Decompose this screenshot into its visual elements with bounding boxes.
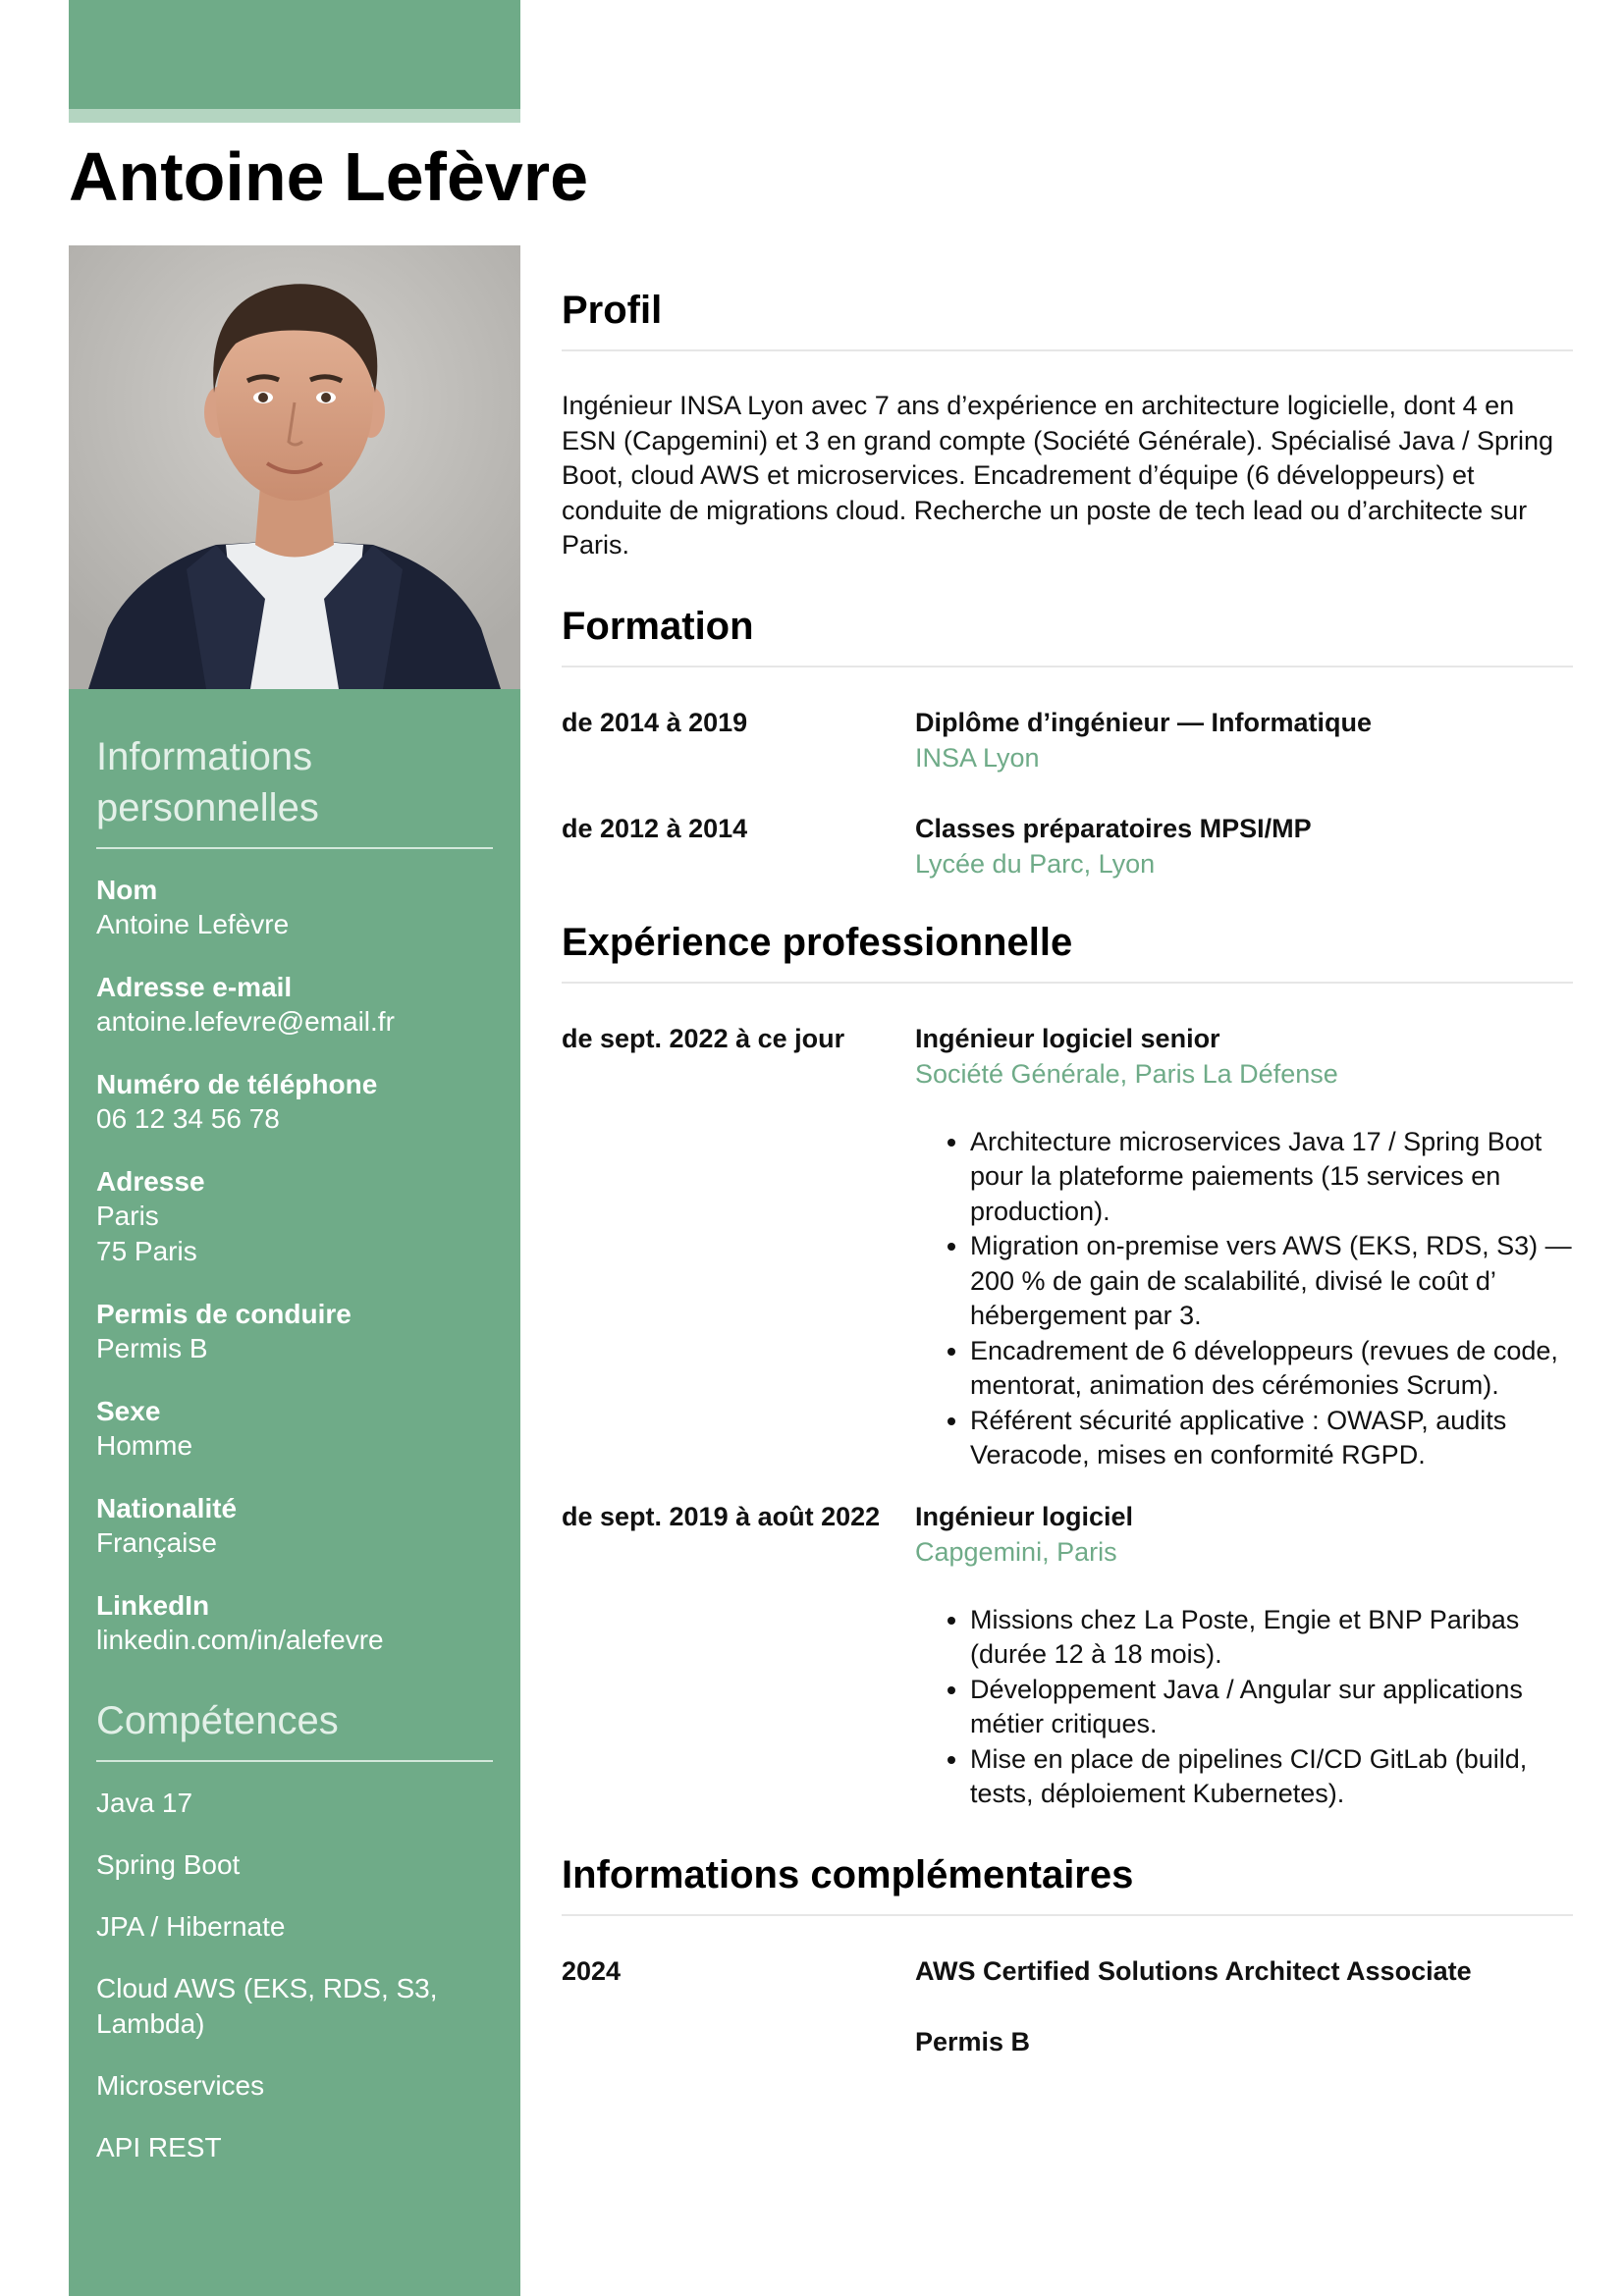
entry-institution: INSA Lyon bbox=[915, 742, 1040, 773]
info-linkedin bbox=[96, 1588, 493, 1658]
info-nationality bbox=[96, 1491, 493, 1561]
info-label: Nom bbox=[96, 875, 158, 905]
section-divider bbox=[562, 982, 1573, 984]
entry-company: Capgemini, Paris bbox=[915, 1536, 1117, 1567]
skills-heading: Compétences bbox=[96, 1699, 339, 1742]
bullet-item: • Développement Java / Angular sur applications métier critiques. bbox=[970, 1673, 1573, 1742]
sidebar bbox=[69, 245, 520, 2296]
info-label: Numéro de téléphone bbox=[96, 1069, 378, 1099]
skill-item: API REST bbox=[96, 2132, 222, 2163]
bullet-item: • Référent sécurité applicative : OWASP, audits Veracode, mises en conformité RGPD. bbox=[970, 1404, 1573, 1473]
experience-section bbox=[562, 917, 1573, 1812]
entry-title: Classes préparatoires MPSI/MP bbox=[915, 813, 1312, 843]
entry-date: de sept. 2019 à août 2022 bbox=[562, 1501, 881, 1531]
address-postal: 75 Paris bbox=[96, 1236, 197, 1266]
info-phone bbox=[96, 1067, 493, 1137]
info-label: Adresse e-mail bbox=[96, 972, 293, 1002]
entry-title: Ingénieur logiciel senior bbox=[915, 1023, 1220, 1053]
entry-company: Société Générale, Paris La Défense bbox=[915, 1058, 1338, 1089]
info-address bbox=[96, 1164, 493, 1269]
entry-date: de 2012 à 2014 bbox=[562, 813, 748, 843]
education-heading: Formation bbox=[562, 604, 754, 648]
section-divider bbox=[562, 666, 1573, 667]
additional-entry bbox=[562, 2024, 1573, 2059]
additional-heading: Informations complémentaires bbox=[562, 1852, 1134, 1896]
info-label: Sexe bbox=[96, 1396, 161, 1426]
main-content bbox=[562, 285, 1573, 2095]
entry-bullets bbox=[915, 1125, 1573, 1473]
section-divider bbox=[96, 847, 493, 849]
entry-date: 2024 bbox=[562, 1955, 622, 1986]
skill-item: Java 17 bbox=[96, 1788, 193, 1818]
skill-item: Cloud AWS (EKS, RDS, S3, Lambda) bbox=[96, 1973, 438, 2039]
info-label: LinkedIn bbox=[96, 1590, 210, 1621]
info-value: Française bbox=[96, 1527, 217, 1558]
info-value: Homme bbox=[96, 1430, 193, 1461]
bullet-item: • Missions chez La Poste, Engie et BNP Paribas (durée 12 à 18 mois). bbox=[970, 1603, 1573, 1673]
education-entry bbox=[562, 811, 1573, 881]
entry-institution: Lycée du Parc, Lyon bbox=[915, 848, 1156, 879]
info-gender bbox=[96, 1394, 493, 1464]
portrait-photo bbox=[69, 245, 520, 689]
linkedin-value: linkedin.com/in/alefevre bbox=[96, 1625, 384, 1655]
bullet-item: • Encadrement de 6 développeurs (revues de code, mentorat, animation des cérémonies Scrum). bbox=[970, 1334, 1573, 1404]
info-label: Adresse bbox=[96, 1166, 205, 1197]
entry-title: AWS Certified Solutions Architect Associate bbox=[915, 1955, 1472, 1986]
profile-heading: Profil bbox=[562, 289, 663, 332]
section-divider bbox=[96, 1760, 493, 1762]
skill-item: Microservices bbox=[96, 2070, 265, 2101]
additional-section bbox=[562, 1849, 1573, 2059]
skill-item: JPA / Hibernate bbox=[96, 1911, 286, 1942]
education-section bbox=[562, 601, 1573, 881]
bullet-item: • Migration on-premise vers AWS (EKS, RDS, S3) — 200 % de gain de scalabilité, divisé le coût d’ hébergement par 3. bbox=[970, 1229, 1573, 1334]
info-label: Permis de conduire bbox=[96, 1299, 352, 1329]
skill-item: Spring Boot bbox=[96, 1849, 241, 1880]
info-license bbox=[96, 1297, 493, 1366]
entry-title: Diplôme d’ingénieur — Informatique bbox=[915, 707, 1373, 737]
info-name bbox=[96, 873, 493, 942]
profile-section bbox=[562, 285, 1573, 563]
entry-title: Ingénieur logiciel bbox=[915, 1501, 1134, 1531]
additional-entry bbox=[562, 1953, 1573, 1989]
info-value: Antoine Lefèvre bbox=[96, 909, 290, 939]
address-city: Paris bbox=[96, 1201, 159, 1231]
header-accent-block bbox=[69, 0, 520, 109]
info-email bbox=[96, 970, 493, 1040]
entry-date: de sept. 2022 à ce jour bbox=[562, 1023, 845, 1053]
experience-entry bbox=[562, 1021, 1573, 1473]
education-entry bbox=[562, 705, 1573, 775]
entry-title: Permis B bbox=[915, 2026, 1031, 2056]
entry-bullets bbox=[915, 1603, 1573, 1812]
bullet-item: • Mise en place de pipelines CI/CD GitLab (build, tests, déploiement Kubernetes). bbox=[970, 1742, 1573, 1812]
header-accent-stripe bbox=[69, 109, 520, 123]
section-divider bbox=[562, 349, 1573, 351]
profile-summary: Ingénieur INSA Lyon avec 7 ans d’expérience en architecture logicielle, dont 4 en ESN (Capgemini) et 3 en grand compte (Société Générale). Spécialisé Java / Spring Boot, cloud AWS et microservices. Encadrement d’équipe (6 développeurs) et conduite de migrations cloud. Recherche un poste de tech lead ou d’architecte sur Paris. bbox=[562, 391, 1554, 560]
entry-date bbox=[562, 2024, 915, 2059]
personal-info-heading: Informations personnelles bbox=[96, 735, 319, 829]
experience-heading: Expérience professionnelle bbox=[562, 920, 1073, 964]
experience-entry bbox=[562, 1499, 1573, 1812]
email-value: antoine.lefevre@email.fr bbox=[96, 1006, 395, 1037]
bullet-item: • Architecture microservices Java 17 / Spring Boot pour la plateforme paiements (15 services en production). bbox=[970, 1125, 1573, 1230]
phone-value: 06 12 34 56 78 bbox=[96, 1103, 280, 1134]
info-label: Nationalité bbox=[96, 1493, 238, 1523]
entry-date: de 2014 à 2019 bbox=[562, 707, 748, 737]
candidate-name: Antoine Lefèvre bbox=[69, 138, 588, 215]
section-divider bbox=[562, 1914, 1573, 1916]
info-value: Permis B bbox=[96, 1333, 208, 1363]
